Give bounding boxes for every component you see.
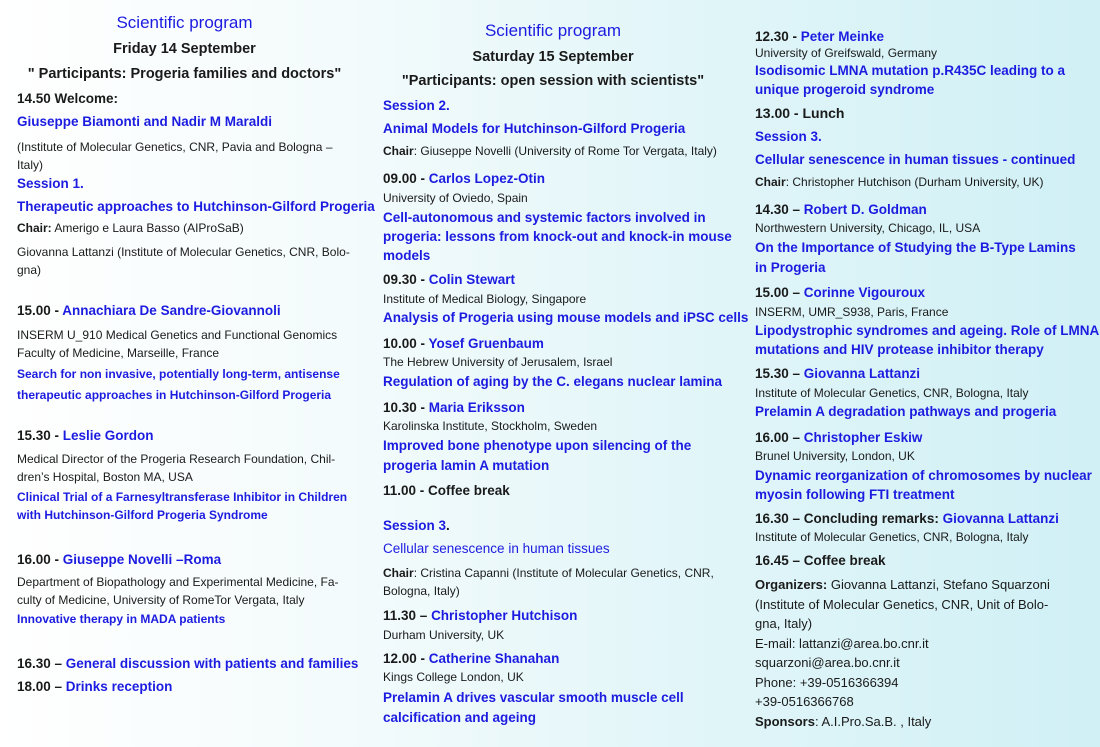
session-1-chair: Chair: Amerigo e Laura Basso (AIProSaB) — [17, 221, 244, 235]
welcome-speakers: Giuseppe Biamonti and Nadir M Maraldi — [17, 114, 273, 129]
talk-heading: 09.30 - Colin Stewart — [383, 272, 516, 287]
talk-title: Prelamin A drives vascular smooth muscle cell calcification and ageing — [383, 690, 684, 725]
talk-affiliation: Kings College London, UK — [383, 670, 524, 684]
session-1-chair-2: Giovanna Lattanzi (Institute of Molecular Genetics, CNR, Bolo- gna) — [17, 245, 350, 277]
coffee-break: 11.00 - Coffee break — [383, 483, 510, 498]
session-3-chair: Chair: Cristina Capanni (Institute of Molecular Genetics, CNR, Bologna, Italy) — [383, 566, 714, 598]
talk-title: Lipodystrophic syndromes and ageing. Role of LMNA mutations and HIV protease inhibitor therapy — [755, 323, 1100, 357]
talk-heading: 16.00 – Christopher Eskiw — [755, 430, 923, 445]
talk-title: Cell-autonomous and systemic factors involved in progeria: lessons from knock-out and knock-in mouse models — [383, 210, 732, 263]
talk-heading: 15.00 – Corinne Vigouroux — [755, 285, 926, 300]
discussion-item: 16.30 – General discussion with patients and families — [17, 656, 359, 671]
session-3-label: Session 3. — [755, 129, 822, 144]
concluding-remarks: 16.30 – Concluding remarks: Giovanna Lattanzi — [755, 511, 1059, 526]
email-contact: squarzoni@area.bo.cnr.it — [755, 655, 900, 670]
program-title: Scientific program — [484, 21, 622, 40]
talk-heading: 10.00 - Yosef Gruenbaum — [383, 336, 544, 351]
talk-heading: 15.30 – Giovanna Lattanzi — [755, 366, 921, 381]
session-1-label: Session 1. — [17, 176, 84, 191]
email-contact: E-mail: lattanzi@area.bo.cnr.it — [755, 635, 929, 651]
phone-contact: Phone: +39-0516366394 — [755, 674, 899, 690]
talk-affiliation: University of Oviedo, Spain — [383, 191, 528, 205]
session-3-label: Session 3. — [383, 518, 450, 533]
talk-affiliation: Northwestern University, Chicago, IL, USA — [755, 221, 981, 235]
talk-heading: 15.30 - Leslie Gordon — [17, 428, 154, 443]
talk-heading: 09.00 - Carlos Lopez-Otin — [383, 171, 546, 186]
talk-title: Improved bone phenotype upon silencing of the progeria lamin A mutation — [383, 438, 692, 473]
talk-affiliation: Institute of Medical Biology, Singapore — [383, 292, 587, 306]
talk-title: Prelamin A degradation pathways and progeria — [755, 404, 1057, 419]
talk-affiliation: University of Greifswald, Germany — [755, 46, 938, 60]
lunch-break: 13.00 - Lunch — [755, 105, 845, 121]
talk-affiliation: INSERM, UMR_S938, Paris, France — [755, 305, 949, 319]
talk-heading: 10.30 - Maria Eriksson — [383, 400, 525, 415]
talk-title: Search for non invasive, potentially long-term, antisense therapeutic approaches in Hutchinson-Gilford Progeria — [17, 367, 340, 402]
talk-heading: 12.00 - Catherine Shanahan — [383, 651, 560, 666]
talk-heading: 15.00 - Annachiara De Sandre-Giovannoli — [17, 303, 281, 318]
day-heading: Friday 14 September — [113, 41, 256, 57]
talk-heading: 11.30 – Christopher Hutchison — [383, 608, 578, 623]
sponsors: Sponsors: A.I.Pro.Sa.B. , Italy — [755, 713, 932, 729]
talk-affiliation: Brunel University, London, UK — [755, 449, 915, 463]
talk-title: Isodisomic LMNA mutation p.R435C leading to a unique progeroid syndrome — [755, 63, 1066, 97]
participants-heading: " Participants: Progeria families and doctors" — [27, 66, 342, 82]
talk-affiliation: Institute of Molecular Genetics, CNR, Bologna, Italy — [755, 530, 1029, 544]
organizers-info: Organizers: Giovanna Lattanzi, Stefano Squarzoni (Institute of Molecular Genetics, CNR, Unit of Bolo- gna, Italy) E-mail: lattanzi@area.bo.cnr.it squarzoni@area.bo.cnr.it Phone: +39-0516366394 +39-0516366768 Sponsors: A.I.Pro.Sa.B. , Italy — [755, 575, 1085, 731]
participants-heading: "Participants: open session with scientists" — [401, 73, 705, 89]
talk-affiliation: INSERM U_910 Medical Genetics and Functional Genomics Faculty of Medicine, Marseille, France — [17, 328, 338, 360]
talk-affiliation: Department of Biopathology and Experimental Medicine, Fa- culty of Medicine, University of RomeTor Vergata, Italy — [17, 575, 339, 607]
session-3-title: Cellular senescence in human tissues - continued — [755, 152, 1076, 167]
talk-title: Regulation of aging by the C. elegans nuclear lamina — [383, 374, 723, 389]
session-2-label: Session 2. — [383, 98, 450, 113]
talk-title: Innovative therapy in MADA patients — [17, 612, 226, 626]
session-2-chair: Chair: Giuseppe Novelli (University of Rome Tor Vergata, Italy) — [383, 144, 717, 158]
talk-affiliation: The Hebrew University of Jerusalem, Israel — [383, 355, 613, 369]
session-3-title: Cellular senescence in human tissues — [383, 541, 610, 556]
session-1-title: Therapeutic approaches to Hutchinson-Gilford Progeria — [17, 199, 375, 214]
session-3-chair: Chair: Christopher Hutchison (Durham University, UK) — [755, 175, 1044, 189]
talk-title: On the Importance of Studying the B-Type Lamins in Progeria — [755, 240, 1076, 275]
talk-affiliation: Institute of Molecular Genetics, CNR, Bologna, Italy — [755, 386, 1029, 400]
talk-affiliation: Durham University, UK — [383, 628, 505, 642]
session-2-title: Animal Models for Hutchinson-Gilford Progeria — [383, 121, 686, 136]
program-title: Scientific program — [116, 13, 253, 32]
talk-title: Dynamic reorganization of chromosomes by nuclear myosin following FTI treatment — [755, 468, 1092, 502]
reception-item: 18.00 – Drinks reception — [17, 679, 173, 694]
talk-affiliation: Karolinska Institute, Stockholm, Sweden — [383, 419, 598, 433]
talk-heading: 16.00 - Giuseppe Novelli –Roma — [17, 552, 222, 567]
talk-title: Analysis of Progeria using mouse models and iPSC cells — [383, 310, 749, 325]
talk-title: Clinical Trial of a Farnesyltransferase Inhibitor in Children with Hutchinson-Gilford Progeria Syndrome — [17, 490, 348, 522]
talk-heading: 14.30 – Robert D. Goldman — [755, 202, 927, 217]
welcome-affiliation: (Institute of Molecular Genetics, CNR, Pavia and Bologna – Italy) — [17, 140, 333, 172]
welcome-time: 14.50 Welcome: — [17, 91, 119, 106]
talk-affiliation: Medical Director of the Progeria Research Foundation, Chil- dren’s Hospital, Boston MA, USA — [17, 452, 336, 484]
coffee-break: 16.45 – Coffee break — [755, 553, 886, 568]
phone-contact: +39-0516366768 — [755, 694, 854, 709]
day-heading: Saturday 15 September — [472, 49, 634, 65]
talk-heading: 12.30 - Peter Meinke — [755, 29, 885, 44]
